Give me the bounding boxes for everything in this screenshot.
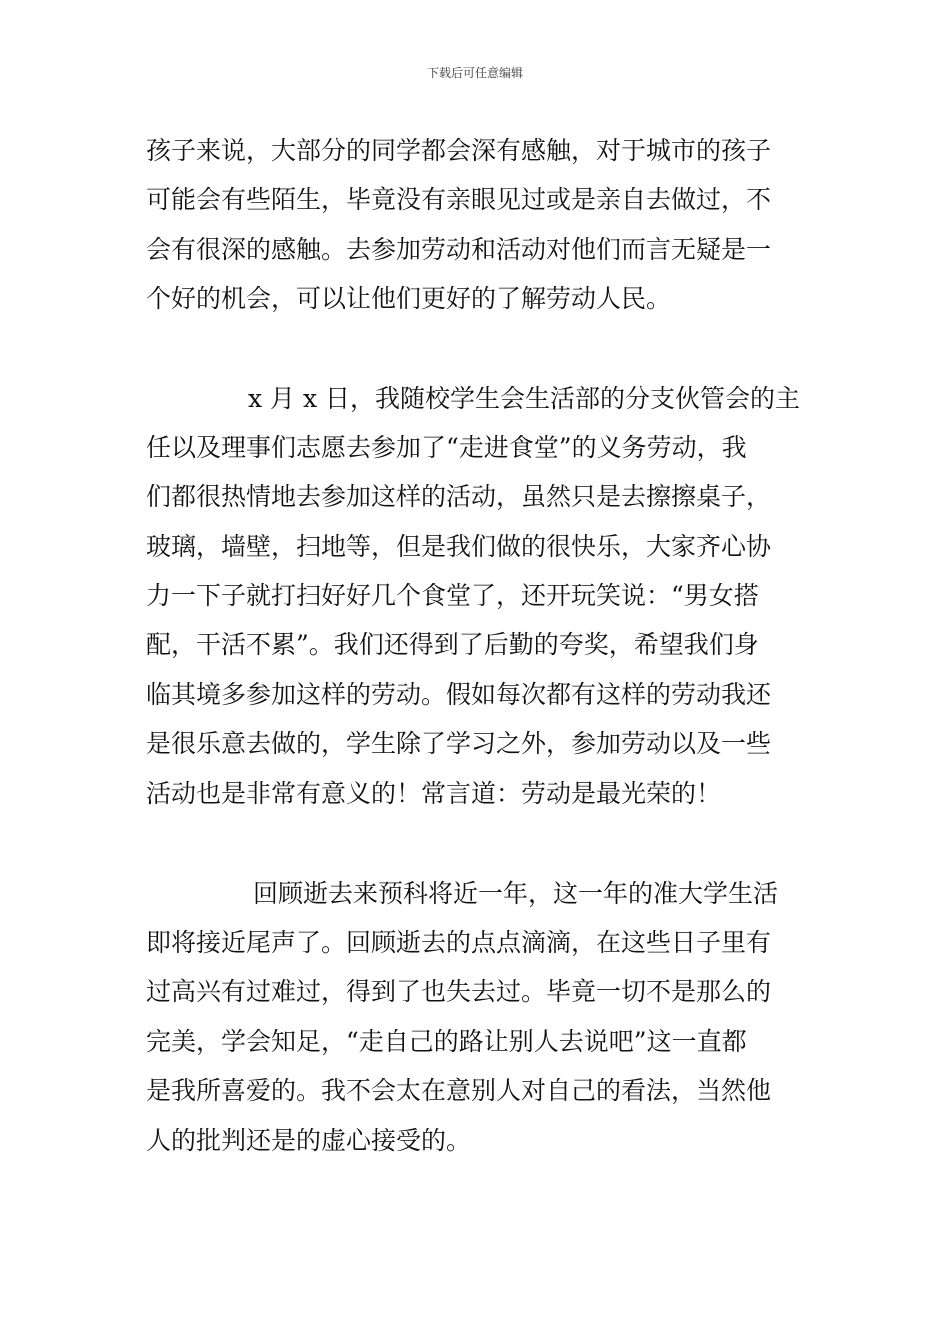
- text-line: 玻璃，墙壁，扫地等，但是我们做的很快乐，大家齐心协: [146, 532, 772, 561]
- text-line: 回顾逝去来预科将近一年，这一年的准大学生活: [253, 879, 779, 908]
- text-line: 们都很热情地去参加这样的活动，虽然只是去擦擦桌子，: [146, 482, 772, 511]
- text-line: 活动也是非常有意义的！常言道：劳动是最光荣的！: [146, 779, 722, 808]
- text-line: 孩子来说，大部分的同学都会深有感触，对于城市的孩子: [146, 136, 772, 165]
- page-header: 下载后可任意编辑: [426, 66, 523, 80]
- text-line: 是我所喜爱的。我不会太在意别人对自己的看法，当然他: [146, 1076, 772, 1105]
- text-line: x 月 x 日，我随校学生会生活部的分支伙管会的主: [248, 384, 801, 413]
- text-line: 即将接近尾声了。回顾逝去的点点滴滴，在这些日子里有: [146, 928, 772, 957]
- text-line: 可能会有些陌生，毕竟没有亲眼见过或是亲自去做过，不: [146, 185, 772, 214]
- text-line: 人的批判还是的虚心接受的。: [146, 1126, 472, 1155]
- text-line: 临其境多参加这样的劳动。假如每次都有这样的劳动我还: [146, 680, 772, 709]
- text-line: 力一下子就打扫好好几个食堂了，还开玩笑说：“男女搭: [146, 581, 759, 610]
- text-line: 是很乐意去做的，学生除了学习之外，参加劳动以及一些: [146, 729, 772, 758]
- text-line: 会有很深的感触。去参加劳动和活动对他们而言无疑是一: [146, 235, 772, 264]
- text-line: 个好的机会，可以让他们更好的了解劳动人民。: [146, 284, 672, 313]
- text-line: 过高兴有过难过，得到了也失去过。毕竟一切不是那么的: [146, 977, 772, 1006]
- text-line: 完美，学会知足，“走自己的路让别人去说吧”这一直都: [146, 1027, 747, 1056]
- text-line: 任以及理事们志愿去参加了“走进食堂”的义务劳动，我: [146, 433, 747, 462]
- text-line: 配，干活不累”。我们还得到了后勤的夸奖，希望我们身: [146, 630, 759, 659]
